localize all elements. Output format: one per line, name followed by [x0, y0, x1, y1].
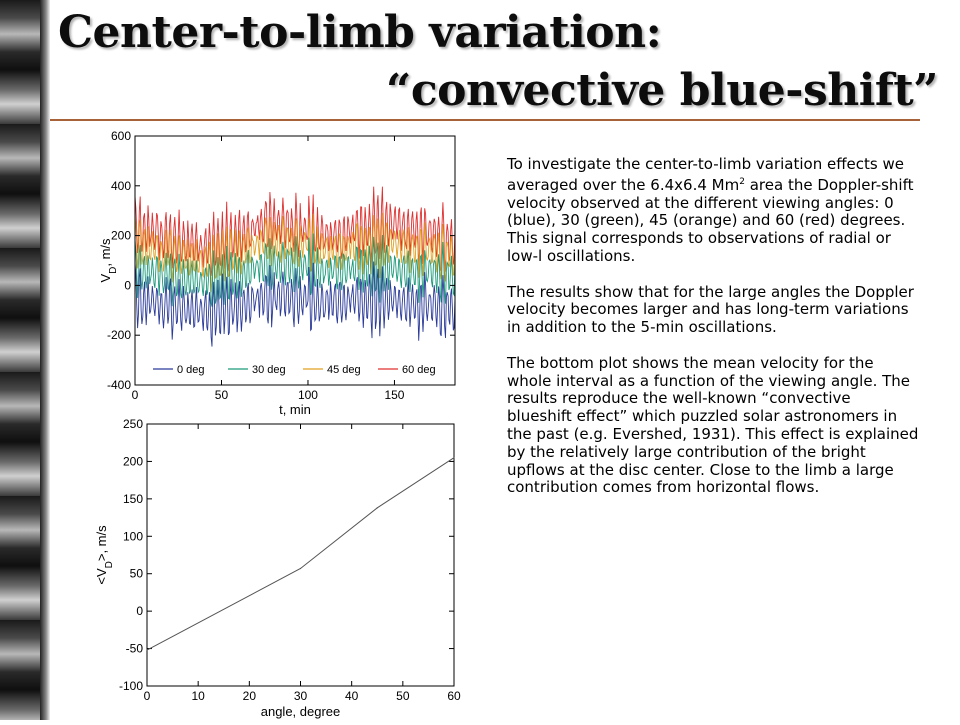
- x-tick-label: 150: [384, 388, 405, 402]
- y-tick-label: 250: [122, 417, 143, 431]
- x-axis-label: t, min: [279, 402, 311, 417]
- mean-velocity-line: [147, 458, 454, 650]
- y-tick-label: 0: [136, 604, 143, 619]
- y-tick-label: 600: [110, 129, 131, 143]
- y-tick-label: -50: [125, 641, 143, 656]
- slide-title: [58, 4, 948, 120]
- paragraph-method-end: area the Doppler-shift velocity observed at the different viewing angles: 0 (blue), 30 (green), 45 (orange) and 60 (red) degrees. This signal corresponds to observations of radial or low-l oscillations.: [507, 175, 914, 265]
- velocity-time-svg: [100, 128, 465, 418]
- title-line-1: Center-to-limb variation:: [58, 7, 662, 58]
- y-tick-label: 200: [122, 454, 143, 469]
- x-tick-label: 60: [447, 689, 461, 703]
- y-tick-label: 100: [122, 529, 143, 544]
- paragraph-method-start: To investigate the center-to-limb variation effects we averaged over the 6.4x6.4 Mm: [507, 155, 904, 194]
- mean-velocity-angle-chart: [92, 414, 464, 720]
- data-point: [377, 507, 378, 508]
- y-tick-label: 200: [110, 228, 131, 243]
- y-axis-label: [98, 238, 119, 283]
- film-strip-edge: [40, 0, 50, 720]
- y-tick-label: 0: [124, 278, 131, 293]
- plot-frame: [147, 424, 454, 686]
- data-point: [453, 457, 454, 458]
- y-tick-label: -200: [106, 328, 131, 343]
- y-label-main: V: [98, 273, 113, 283]
- description-text: [507, 156, 919, 497]
- x-tick-label: 40: [344, 689, 359, 703]
- data-point: [300, 568, 301, 569]
- legend-label: 30 deg: [252, 364, 286, 376]
- y-label-rest: >, m/s: [94, 525, 109, 562]
- data-point: [146, 649, 147, 650]
- x-axis-label: angle, degree: [260, 704, 341, 719]
- y-label-rest: , m/s: [98, 238, 113, 267]
- x-tick-label: 10: [191, 689, 205, 703]
- y-label-subscript: D: [107, 266, 119, 274]
- x-tick-label: 20: [242, 689, 257, 703]
- x-tick-label: 100: [297, 388, 318, 402]
- y-tick-label: 150: [122, 491, 143, 506]
- y-label-prefix: <: [94, 577, 109, 585]
- y-tick-label: -400: [106, 378, 131, 392]
- title-divider: [50, 119, 920, 121]
- paragraph-results: The results show that for the large angles the Doppler velocity becomes larger and has long-term variations in addition to the 5-min oscillations.: [507, 282, 914, 337]
- y-label-main: V: [94, 568, 109, 578]
- paragraph-method: [507, 156, 919, 266]
- mean-velocity-svg: [92, 414, 464, 720]
- x-tick-label: 50: [396, 689, 410, 703]
- x-tick-label: 0: [143, 689, 151, 703]
- y-tick-label: 400: [110, 178, 131, 193]
- paragraph-bottom-plot: The bottom plot shows the mean velocity for the whole interval as a function of the viewing angle. The results reproduce the well-known “convective blueshift effect” which puzzled solar astronomers in the past (e.g. Evershed, 1931). This effect is explained by the relatively large contribution of the bright upflows at the disc center. Close to the limb a large contribution comes from horizontal flows.: [507, 353, 919, 497]
- x-tick-label: 30: [293, 689, 308, 703]
- y-tick-label: 50: [129, 566, 143, 581]
- legend-label: 60 deg: [402, 364, 436, 376]
- superscript-2: 2: [739, 176, 745, 187]
- y-axis-label: [94, 525, 115, 585]
- title-line-2: “convective blue-shift”: [386, 65, 938, 116]
- x-tick-label: 0: [131, 388, 139, 402]
- y-tick-label: -100: [118, 679, 143, 693]
- x-tick-label: 50: [214, 388, 229, 402]
- velocity-time-chart: [100, 128, 465, 418]
- legend-label: 0 deg: [177, 364, 205, 376]
- legend-label: 45 deg: [327, 364, 361, 376]
- y-label-subscript: D: [103, 561, 115, 569]
